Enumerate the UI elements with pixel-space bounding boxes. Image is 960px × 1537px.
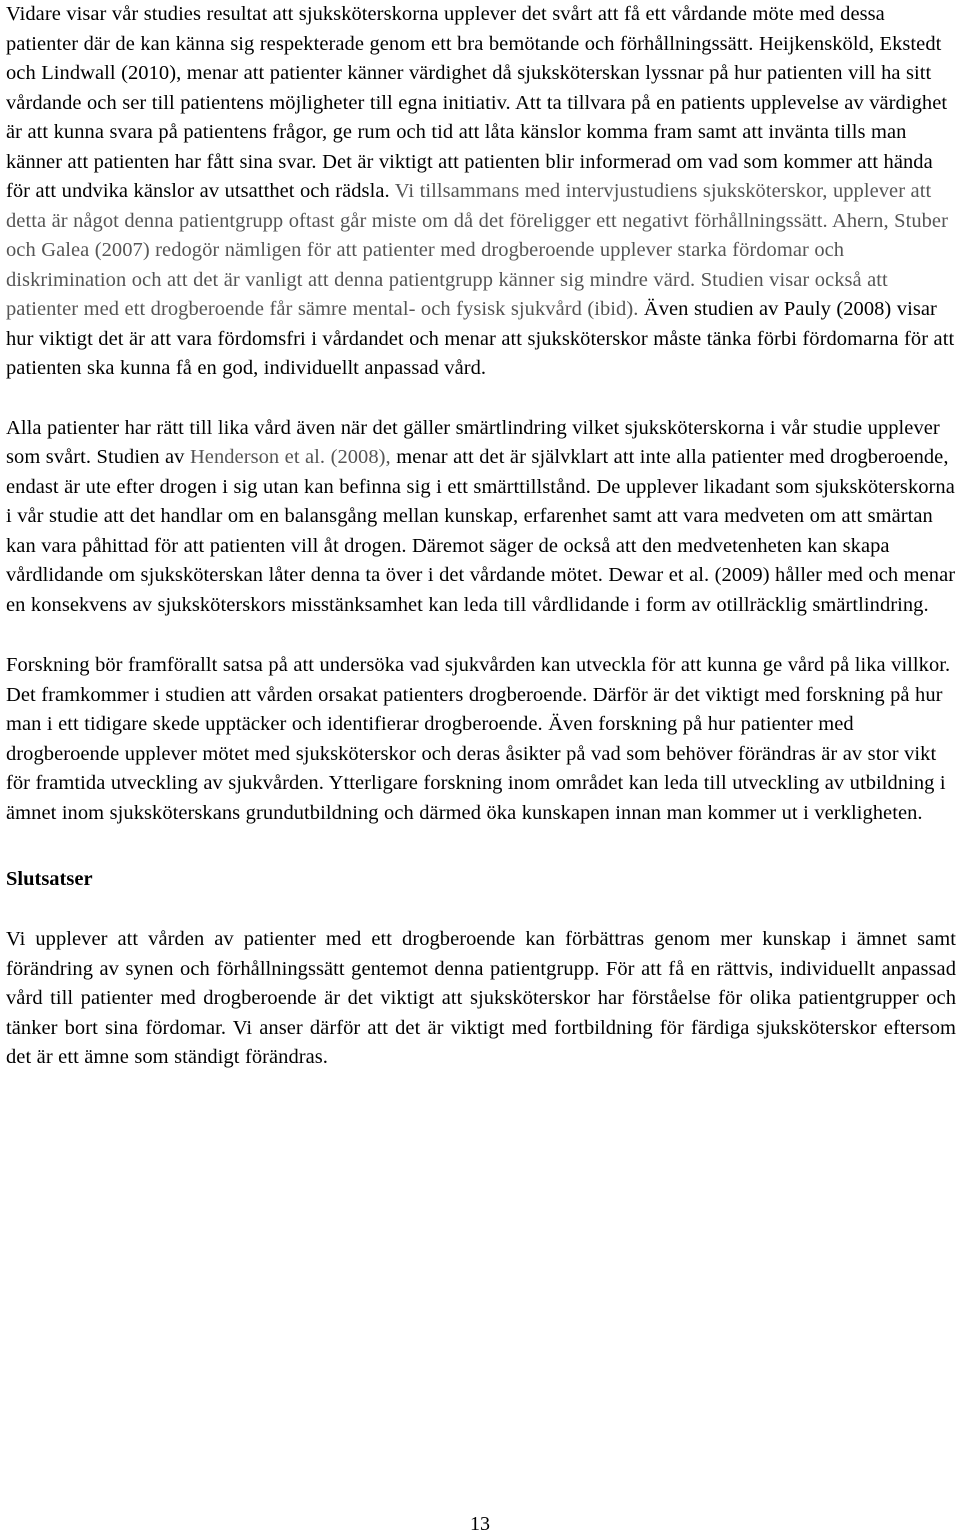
- text-segment-grey: Ahern, Stuber och Galea (2007) redogör nämligen för att patienter med drogberoende upplever starka fördomar och diskrimination och att det är vanligt att denna patientgrupp känner sig mindre värd.: [6, 209, 948, 291]
- text-segment: Det är viktigt att patienten blir informerad om vad som kommer att hända för att undvika känslor av utsatthet och rädsla.: [6, 150, 933, 202]
- text-segment-grey: Studien visar också att patienter med ett drogberoende får sämre mental- och fysisk sjukvård (ibid).: [6, 268, 888, 320]
- citation-henderson: Henderson et al. (2008),: [189, 446, 391, 468]
- paragraph-pain-relief: [6, 414, 956, 621]
- page-number: 13: [470, 1513, 490, 1535]
- text-segment: Alla patienter har rätt till lika vård även när det gäller smärtlindring vilket sjuksköterskorna i vår studie upplever som svårt. Studien av: [6, 416, 940, 468]
- section-heading-conclusions: Slutsatser: [6, 868, 93, 890]
- text-segment-grey: Vi tillsammans med intervjustudiens sjuksköterskor, upplever att detta är något denna patientgrupp oftast går miste om då det föreligger ett negativt förhållningssätt.: [6, 180, 932, 232]
- paragraph-values-dignity: [6, 0, 956, 384]
- text-segment: Även studien av Pauly (2008) visar hur viktigt det är att vara fördomsfri i vårdandet och menar att sjuksköterskor måste tänka förbi fördomarna för att patienten ska kunna få en god, individuellt anpassad vård.: [6, 298, 955, 379]
- document-page: [6, 0, 956, 1073]
- text-segment: Forskning bör framförallt satsa på att undersöka vad sjukvården kan utveckla för att kunna ge vård på lika villkor. Det framkommer i studien att vården orsakat patienters drogberoende. Därför är det viktigt med forskning på hur man i ett tidigare skede upptäcker och identifierar drogberoende. Även forskning på hur patienter med drogberoende upplever mötet med sjuksköterskor och deras åsikter på vad som behöver förändras är av stor vikt för framtida utveckling av sjukvården. Ytterligare forskning inom området kan leda till utveckling av utbildning i ämnet inom sjuksköterskans grundutbildning och därmed öka kunskapen innan man kommer ut i verkligheten.: [6, 654, 951, 824]
- paragraph-conclusion: Vi upplever att vården av patienter med ett drogberoende kan förbättras genom mer kunskap i ämnet samt förändring av synen och förhållningssätt gentemot denna patientgrupp. För att få en rättvis, individuellt anpassad vård till patienter med drogberoende är det viktigt att sjuksköterskor har förståelse för olika patientgrupper och tänker bort sina fördomar. Vi anser därför att det är viktigt med fortbildning för färdiga sjuksköterskor eftersom det är ett ämne som ständigt förändras.: [6, 928, 956, 1068]
- text-segment: menar att det är självklart att inte alla patienter med drogberoende, endast är ute efter drogen i sig utan kan befinna sig i ett smärttillstånd. De upplever likadant som sjuksköterskorna i vår studie att det handlar om en balansgång mellan kunskap, erfarenhet samt att vara medveten om att smärtan kan vara påhittad för att patienten vill åt drogen. Däremot säger de också att den medvetenheten kan skapa vårdlidande om sjuksköterskan låter denna ta över i det vårdande mötet. Dewar et al. (2009) håller med och menar en konsekvens av sjuksköterskors misstänksamhet kan leda till vårdlidande i form av otillräcklig smärtlindring.: [6, 446, 956, 616]
- text-segment: Heijkensköld, Ekstedt och Lindwall (2010), menar att patienter känner värdighet då sjuksköterskan lyssnar på hur patienten vill ha sitt vårdande och ser till patientens möjligheter till egna initiativ.: [6, 32, 942, 114]
- text-segment: Vidare visar vår studies resultat att sjuksköterskorna upplever det svårt att få ett vårdande möte med dessa patienter där de kan känna sig respekterade genom ett bra bemötande och förhållningssätt.: [6, 3, 885, 55]
- text-segment: Att ta tillvara på en patients upplevelse av värdighet är att kunna svara på patientens frågor, ge rum och tid att låta känslor komma fram samt att invänta tills man känner att patienten har fått sina svar.: [6, 91, 948, 173]
- paragraph-research: [6, 651, 956, 828]
